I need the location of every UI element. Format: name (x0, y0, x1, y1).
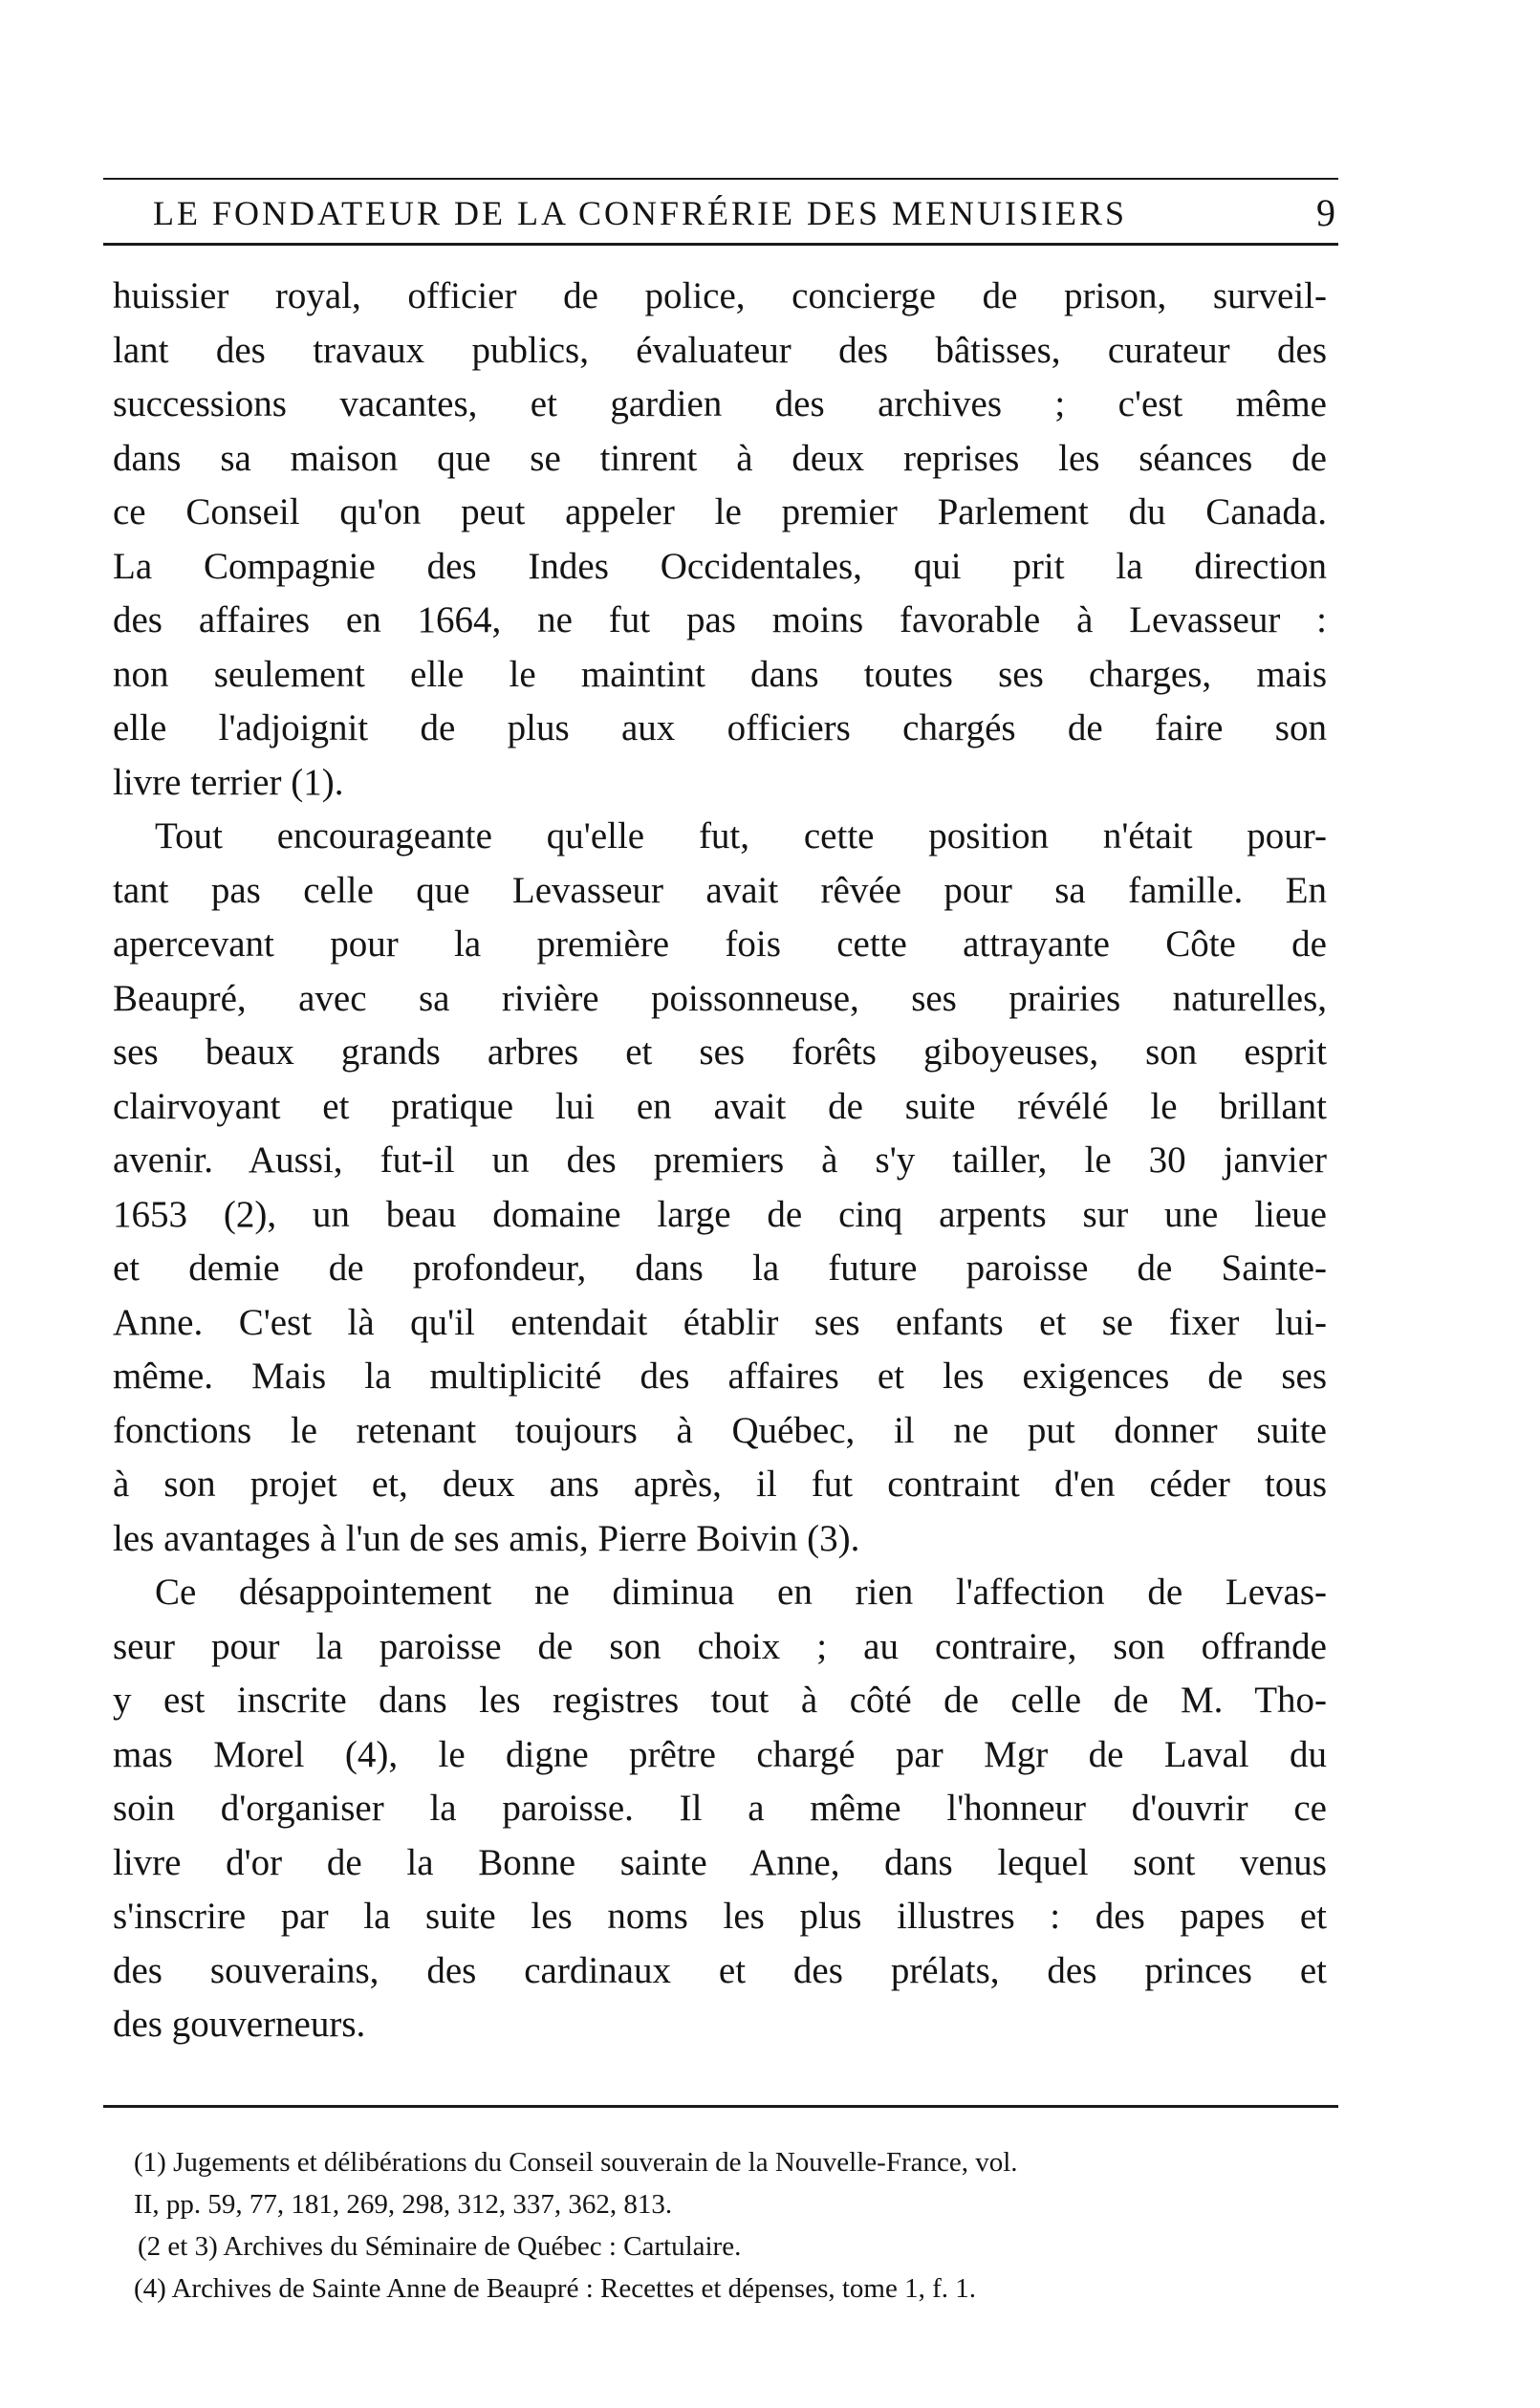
text-line: des affaires en 1664, ne fut pas moins favorable à Levasseur : (113, 599, 1327, 640)
footnote-line: II, pp. 59, 77, 181, 269, 298, 312, 337, 362, 813. (134, 2189, 673, 2220)
text-line: même. Mais la multiplicité des affaires et les exigences de ses (113, 1356, 1327, 1397)
text-line: huissier royal, officier de police, concierge de prison, surveil- (113, 275, 1327, 316)
text-line: successions vacantes, et gardien des archives ; c'est même (113, 383, 1327, 424)
page-number: 9 (1316, 191, 1338, 234)
text-line: et demie de profondeur, dans la future paroisse de Sainte- (113, 1247, 1327, 1289)
paragraph-first-line: Tout encourageante qu'elle fut, cette position n'était pour- (155, 815, 1327, 857)
footnote-line: (4) Archives de Sainte Anne de Beaupré : Recettes et dépenses, tome 1, f. 1. (134, 2273, 977, 2304)
text-line: apercevant pour la première fois cette attrayante Côte de (113, 923, 1327, 965)
text-line: les avantages à l'un de ses amis, Pierre Boivin (3). (113, 1517, 860, 1559)
text-line: seur pour la paroisse de son choix ; au contraire, son offrande (113, 1625, 1327, 1667)
text-line: livre terrier (1). (113, 761, 344, 803)
header-bottom-rule (103, 243, 1338, 246)
text-line: ses beaux grands arbres et ses forêts giboyeuses, son esprit (113, 1031, 1327, 1073)
text-line: des gouverneurs. (113, 2004, 366, 2045)
text-line: La Compagnie des Indes Occidentales, qui prit la direction (113, 545, 1327, 587)
footnotes (134, 2141, 1300, 2310)
text-line: des souverains, des cardinaux et des prélats, des princes et (113, 1949, 1327, 1991)
body-text (113, 270, 1327, 2052)
text-line: ce Conseil qu'on peut appeler le premier Parlement du Canada. (113, 491, 1327, 532)
footnote-rule (103, 2105, 1338, 2108)
running-header (153, 191, 1338, 235)
text-line: elle l'adjoignit de plus aux officiers chargés de faire son (113, 707, 1327, 748)
running-title: LE FONDATEUR DE LA CONFRÉRIE DES MENUISIERS (153, 194, 1128, 232)
text-line: tant pas celle que Levasseur avait rêvée pour sa famille. En (113, 869, 1327, 911)
footnote-line: (2 et 3) Archives du Séminaire de Québec : Cartulaire. (138, 2231, 742, 2262)
text-line: lant des travaux publics, évaluateur des bâtisses, curateur des (113, 329, 1327, 371)
footnote-line: (1) Jugements et délibérations du Conseil souverain de la Nouvelle-France, vol. (134, 2147, 1018, 2178)
text-line: 1653 (2), un beau domaine large de cinq arpents sur une lieue (113, 1193, 1327, 1235)
header-top-rule (103, 178, 1338, 180)
text-line: soin d'organiser la paroisse. Il a même l'honneur d'ouvrir ce (113, 1788, 1327, 1829)
text-line: livre d'or de la Bonne sainte Anne, dans lequel sont venus (113, 1841, 1327, 1883)
text-line: à son projet et, deux ans après, il fut contraint d'en céder tous (113, 1464, 1327, 1505)
text-line: Beaupré, avec sa rivière poissonneuse, ses prairies naturelles, (113, 977, 1327, 1019)
text-line: mas Morel (4), le digne prêtre chargé par Mgr de Laval du (113, 1733, 1327, 1775)
text-line: dans sa maison que se tinrent à deux reprises les séances de (113, 437, 1327, 479)
text-line: non seulement elle le maintint dans toutes ses charges, mais (113, 653, 1327, 695)
text-line: avenir. Aussi, fut-il un des premiers à s'y tailler, le 30 janvier (113, 1139, 1327, 1181)
paragraph-first-line: Ce désappointement ne diminua en rien l'affection de Levas- (155, 1572, 1327, 1613)
text-line: clairvoyant et pratique lui en avait de suite révélé le brillant (113, 1085, 1327, 1127)
text-line: y est inscrite dans les registres tout à côté de celle de M. Tho- (113, 1680, 1327, 1721)
text-line: s'inscrire par la suite les noms les plus illustres : des papes et (113, 1896, 1327, 1937)
text-line: Anne. C'est là qu'il entendait établir ses enfants et se fixer lui- (113, 1301, 1327, 1343)
text-line: fonctions le retenant toujours à Québec, il ne put donner suite (113, 1409, 1327, 1451)
